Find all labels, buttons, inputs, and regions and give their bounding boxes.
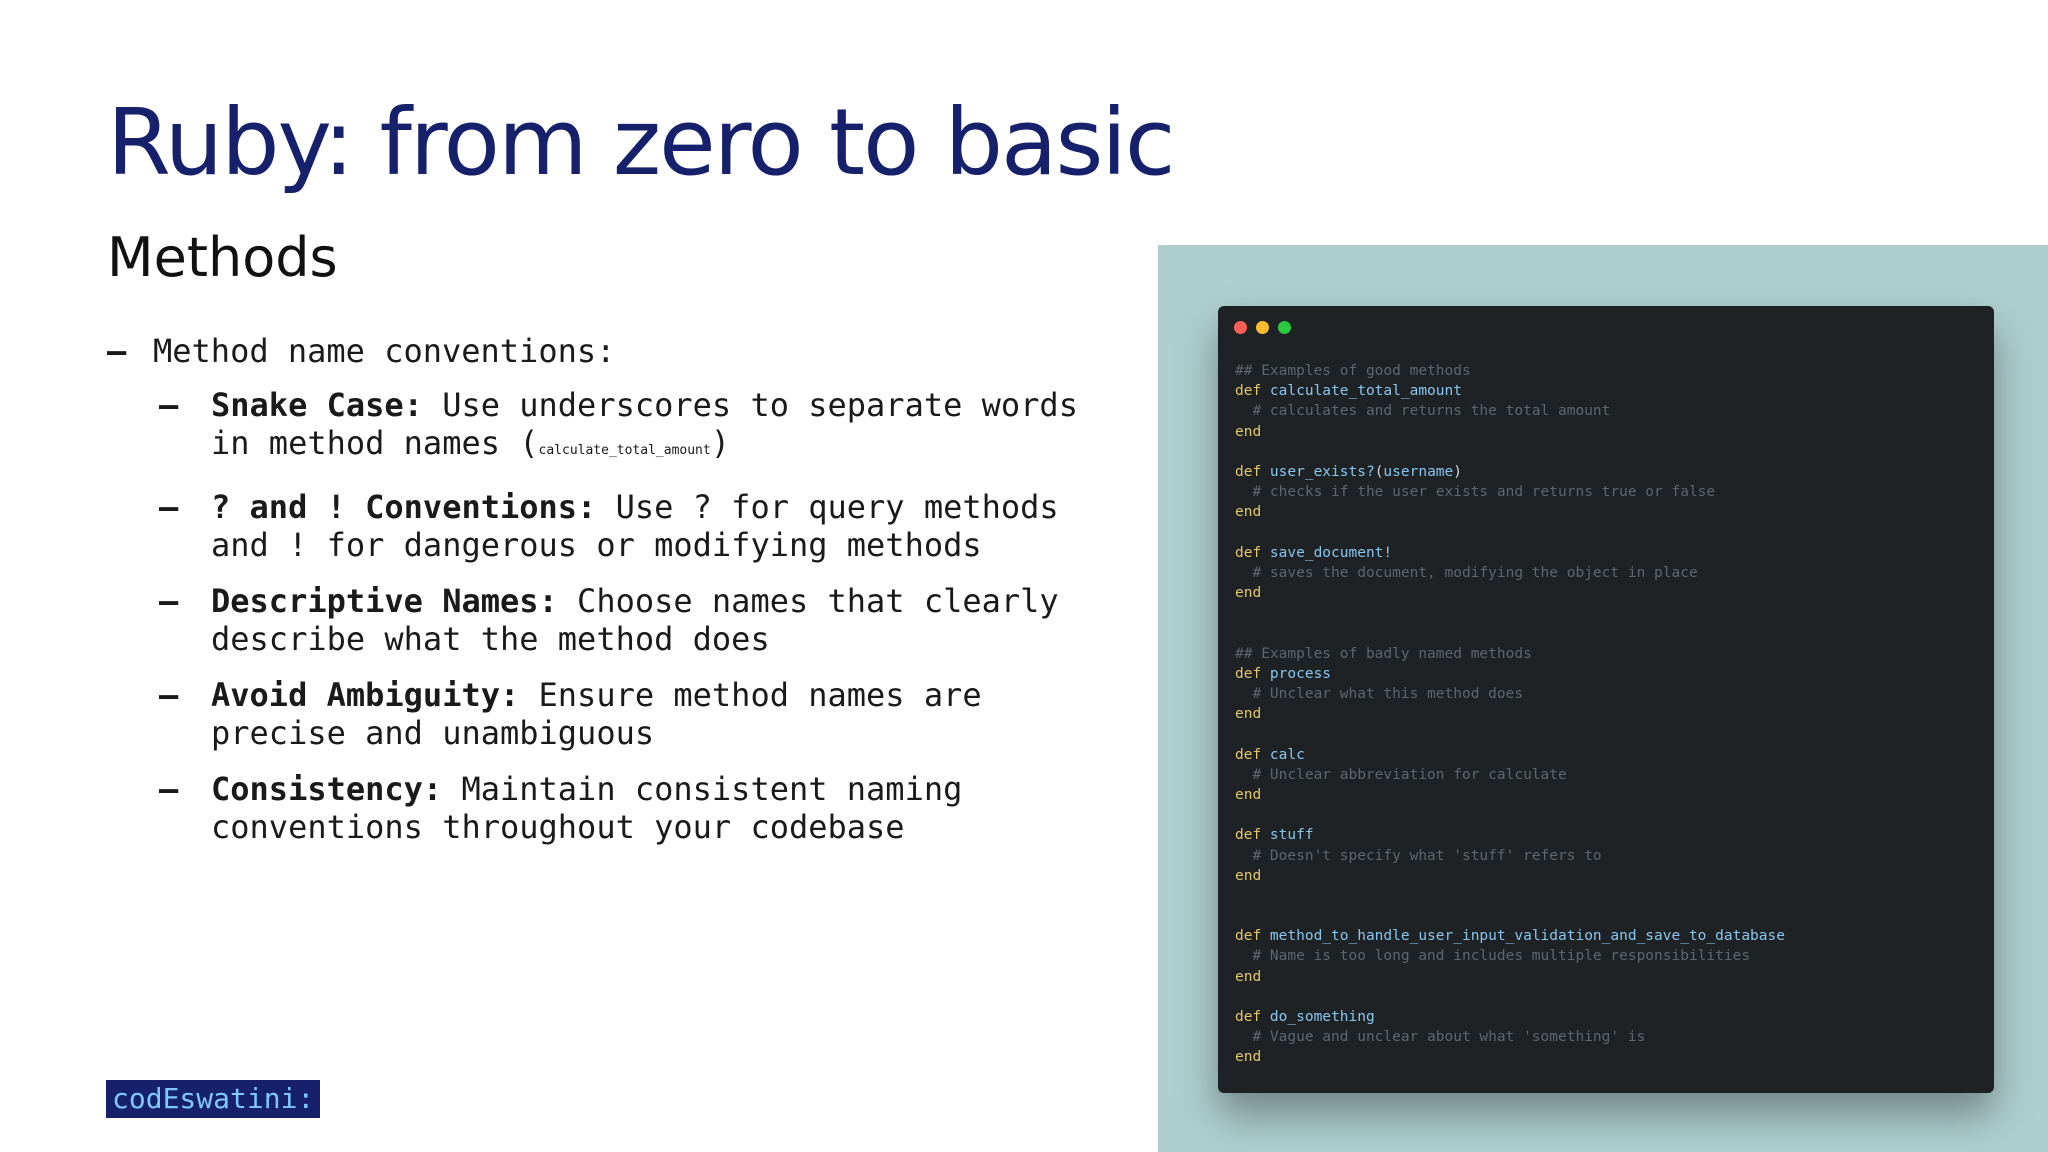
sub-bullet-body: Use ? for query methods and ! for dangerous or modifying methods	[211, 488, 1059, 564]
code-punctuation: )	[1453, 463, 1462, 480]
code-line	[1235, 684, 1785, 704]
bullet-dash: –	[159, 386, 179, 424]
code-line	[1235, 1007, 1785, 1027]
code-line	[1235, 664, 1785, 684]
code-line	[1235, 563, 1785, 583]
top-bullet	[107, 330, 1127, 372]
code-comment: # Unclear abbreviation for calculate	[1235, 766, 1567, 783]
code-line	[1235, 967, 1785, 987]
code-identifier: method_to_handle_user_input_validation_and_save_to_database	[1269, 928, 1785, 945]
sub-bullet-consistency	[159, 770, 1127, 846]
code-identifier: calculate_total_amount	[1269, 383, 1462, 400]
code-comment: ## Examples of good methods	[1235, 363, 1471, 379]
sub-bullet-body: Maintain consistent naming conventions throughout your codebase	[211, 770, 963, 846]
code-comment: # Unclear what this method does	[1235, 686, 1524, 702]
code-keyword: end	[1235, 706, 1262, 723]
code-line	[1235, 442, 1785, 462]
minimize-dot-icon	[1256, 321, 1269, 334]
bullet-dash: –	[159, 770, 179, 808]
bullet-dash: –	[159, 582, 179, 620]
code-line	[1235, 704, 1785, 724]
sub-bullet-text	[211, 770, 1127, 846]
code-keyword: def	[1235, 665, 1270, 682]
sub-bullet-body: Use underscores to separate words in method names (	[211, 386, 1078, 462]
code-keyword: end	[1235, 1049, 1262, 1066]
code-identifier: process	[1269, 665, 1332, 682]
sub-bullet-avoid-ambiguity	[159, 676, 1127, 752]
code-line	[1235, 1047, 1785, 1067]
bullet-dash: –	[107, 332, 127, 370]
code-line	[1235, 583, 1785, 603]
bullet-list	[107, 330, 1127, 864]
inline-code-example: calculate_total_amount	[538, 443, 711, 458]
code-keyword: def	[1235, 544, 1270, 561]
code-line	[1235, 523, 1785, 543]
code-keyword: end	[1235, 585, 1262, 602]
code-line	[1235, 361, 1785, 381]
sub-bullet-text	[211, 676, 1127, 752]
code-line	[1235, 462, 1785, 482]
sub-bullet-list	[107, 386, 1127, 846]
code-line	[1235, 724, 1785, 744]
maximize-dot-icon	[1278, 321, 1291, 334]
code-keyword: def	[1235, 383, 1270, 400]
code-keyword: end	[1235, 786, 1262, 803]
code-punctuation: (	[1374, 463, 1384, 480]
sub-bullet-body-end: )	[710, 424, 730, 462]
code-keyword: end	[1235, 867, 1262, 884]
sub-bullet-heading: ? and ! Conventions:	[211, 488, 597, 526]
code-keyword: def	[1235, 463, 1270, 480]
top-bullet-text: Method name conventions:	[153, 332, 616, 370]
code-comment: # calculates and returns the total amount	[1235, 403, 1611, 420]
window-controls	[1234, 321, 1300, 334]
code-line	[1235, 502, 1785, 522]
code-identifier: do_something	[1269, 1009, 1375, 1025]
code-keyword: def	[1235, 746, 1270, 763]
code-keyword: end	[1235, 504, 1262, 521]
code-editor-window	[1218, 306, 1994, 1093]
code-line	[1235, 926, 1785, 946]
close-dot-icon	[1234, 321, 1247, 334]
slide-title: Ruby: from zero to basic	[107, 89, 1174, 196]
code-comment: # Vague and unclear about what 'something' is	[1235, 1029, 1646, 1046]
code-line	[1235, 603, 1785, 623]
code-line	[1235, 906, 1785, 926]
code-comment: # Doesn't specify what 'stuff' refers to	[1235, 847, 1602, 864]
sub-bullet-descriptive-names	[159, 582, 1127, 658]
code-identifier: stuff	[1269, 827, 1314, 844]
sub-bullet-text	[211, 386, 1127, 470]
code-line	[1235, 543, 1785, 563]
code-line	[1235, 987, 1785, 1007]
bullet-dash: –	[159, 488, 179, 526]
sub-bullet-body: Choose names that clearly describe what the method does	[211, 582, 1059, 658]
code-comment: # Name is too long and includes multiple responsibilities	[1235, 948, 1751, 965]
sub-bullet-text	[211, 582, 1127, 658]
code-line	[1235, 745, 1785, 765]
code-comment: # saves the document, modifying the object in place	[1235, 564, 1698, 581]
code-line	[1235, 482, 1785, 502]
sub-bullet-conventions	[159, 488, 1127, 564]
brand-logo: codEswatini:	[106, 1080, 320, 1118]
sub-bullet-body: Ensure method names are precise and unambiguous	[211, 676, 982, 752]
code-keyword: end	[1235, 968, 1262, 985]
code-panel-background	[1158, 245, 2048, 1152]
sub-bullet-snake-case	[159, 386, 1127, 470]
code-line	[1235, 623, 1785, 643]
code-line	[1235, 805, 1785, 825]
code-line	[1235, 886, 1785, 906]
code-line	[1235, 785, 1785, 805]
code-block	[1235, 361, 1785, 1068]
code-line	[1235, 765, 1785, 785]
code-keyword: def	[1235, 928, 1270, 945]
code-line	[1235, 946, 1785, 966]
code-line	[1235, 422, 1785, 442]
code-line	[1235, 381, 1785, 401]
code-keyword: def	[1235, 1009, 1270, 1025]
sub-bullet-text	[211, 488, 1127, 564]
slide-subtitle: Methods	[107, 226, 338, 289]
code-comment: ## Examples of badly named methods	[1235, 645, 1532, 662]
sub-bullet-heading: Consistency:	[211, 770, 443, 808]
bullet-dash: –	[159, 676, 179, 714]
code-comment: # checks if the user exists and returns true or false	[1235, 484, 1716, 501]
code-line	[1235, 401, 1785, 421]
code-keyword: def	[1235, 827, 1270, 844]
sub-bullet-heading: Snake Case:	[211, 386, 423, 424]
sub-bullet-heading: Descriptive Names:	[211, 582, 558, 620]
code-line	[1235, 866, 1785, 886]
code-line	[1235, 644, 1785, 664]
code-identifier: save_document!	[1269, 544, 1393, 561]
code-line	[1235, 846, 1785, 866]
code-identifier: username	[1383, 463, 1454, 480]
code-line	[1235, 1027, 1785, 1047]
code-keyword: end	[1235, 423, 1262, 440]
sub-bullet-heading: Avoid Ambiguity:	[211, 676, 520, 714]
code-identifier: calc	[1269, 746, 1305, 763]
code-identifier: user_exists?	[1269, 463, 1375, 480]
code-line	[1235, 825, 1785, 845]
